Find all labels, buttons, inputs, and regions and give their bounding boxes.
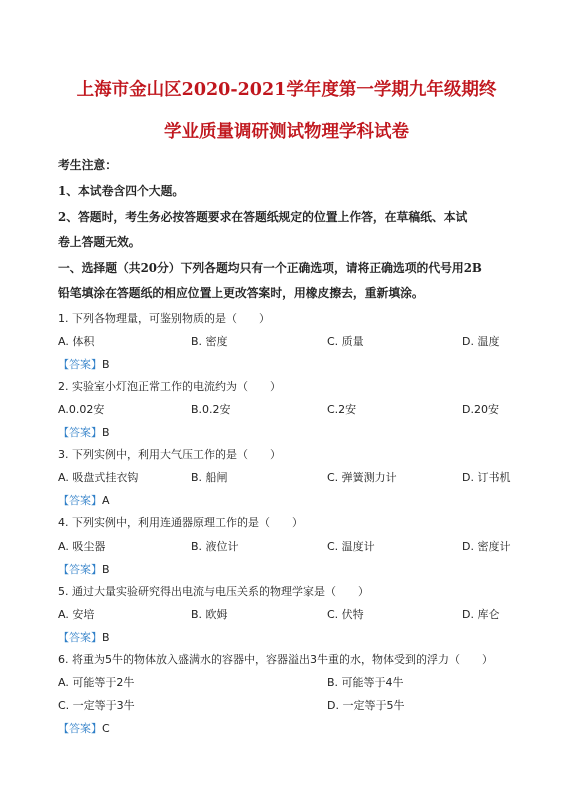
question-4-option-b: B. 液位计 xyxy=(191,540,239,553)
question-3-option-d: D. 订书机 xyxy=(462,471,511,484)
answer-label: 【答案】 xyxy=(58,631,102,644)
question-5-option-d: D. 库仑 xyxy=(462,608,500,621)
question-6-option-c: C. 一定等于3牛 xyxy=(58,699,135,712)
question-4-stem: 4. 下列实例中，利用连通器原理工作的是（ ） xyxy=(58,516,303,529)
answer-label: 【答案】 xyxy=(58,494,102,507)
question-3-answer xyxy=(58,492,110,508)
exam-title-line1: 上海市金山区2020-2021学年度第一学期九年级期终 xyxy=(76,80,497,100)
answer-value: B xyxy=(102,358,110,371)
question-1-option-c: C. 质量 xyxy=(327,335,364,348)
question-1-stem: 1. 下列各物理量，可鉴别物质的是（ ） xyxy=(58,312,270,325)
question-4-option-a: A. 吸尘器 xyxy=(58,540,106,553)
answer-value: B xyxy=(102,563,110,576)
question-4-option-d: D. 密度计 xyxy=(462,540,511,553)
question-1-option-d: D. 温度 xyxy=(462,335,500,348)
question-3-option-b: B. 船闸 xyxy=(191,471,228,484)
question-3-option-a: A. 吸盘式挂衣钩 xyxy=(58,471,139,484)
answer-value: B xyxy=(102,426,110,439)
question-5-stem: 5. 通过大量实验研究得出电流与电压关系的物理学家是（ ） xyxy=(58,585,369,598)
answer-label: 【答案】 xyxy=(58,563,102,576)
question-4-option-c: C. 温度计 xyxy=(327,540,375,553)
answer-label: 【答案】 xyxy=(58,358,102,371)
notice-item-2-cont: 卷上答题无效。 xyxy=(58,235,141,249)
question-4-answer xyxy=(58,561,110,577)
question-2-option-c: C.2安 xyxy=(327,403,357,416)
question-2-option-a: A.0.02安 xyxy=(58,403,105,416)
question-6-option-a: A. 可能等于2牛 xyxy=(58,676,135,689)
question-5-answer xyxy=(58,629,110,645)
question-5-option-c: C. 伏特 xyxy=(327,608,364,621)
exam-title-line2: 学业质量调研测试物理学科试卷 xyxy=(164,122,409,142)
question-1-option-a: A. 体积 xyxy=(58,335,95,348)
answer-label: 【答案】 xyxy=(58,722,102,735)
question-6-answer xyxy=(58,720,110,736)
answer-label: 【答案】 xyxy=(58,426,102,439)
answer-value: A xyxy=(102,494,110,507)
question-6-option-b: B. 可能等于4牛 xyxy=(327,676,404,689)
question-6-stem: 6. 将重为5牛的物体放入盛满水的容器中，容器溢出3牛重的水，物体受到的浮力（ ） xyxy=(58,653,493,666)
notice-item-1: 1、本试卷含四个大题。 xyxy=(58,184,185,198)
question-5-option-a: A. 安培 xyxy=(58,608,95,621)
section-instructions: 一、选择题（共20分）下列各题均只有一个正确选项，请将正确选项的代号用2B xyxy=(58,261,482,275)
question-2-option-b: B.0.2安 xyxy=(191,403,231,416)
question-2-option-d: D.20安 xyxy=(462,403,499,416)
notice-heading: 考生注意： xyxy=(58,158,117,172)
notice-item-2: 2、答题时，考生务必按答题要求在答题纸规定的位置上作答，在草稿纸、本试 xyxy=(58,210,468,224)
question-3-stem: 3. 下列实例中，利用大气压工作的是（ ） xyxy=(58,448,281,461)
section-instructions-cont: 铅笔填涂在答题纸的相应位置上更改答案时，用橡皮擦去，重新填涂。 xyxy=(58,286,424,300)
question-1-option-b: B. 密度 xyxy=(191,335,228,348)
answer-value: C xyxy=(102,722,110,735)
question-2-stem: 2. 实验室小灯泡正常工作的电流约为（ ） xyxy=(58,380,281,393)
question-2-answer xyxy=(58,424,110,440)
answer-value: B xyxy=(102,631,110,644)
question-6-option-d: D. 一定等于5牛 xyxy=(327,699,405,712)
question-5-option-b: B. 欧姆 xyxy=(191,608,228,621)
question-1-answer xyxy=(58,356,110,372)
question-3-option-c: C. 弹簧测力计 xyxy=(327,471,397,484)
